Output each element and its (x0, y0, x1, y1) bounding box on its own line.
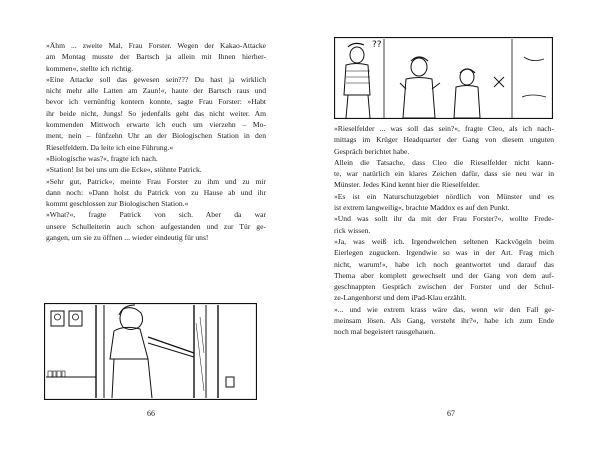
text-line: ment, nein – fünfzehn Uhr an der Biologischen Station in den (46, 131, 266, 141)
text-line: »Sehr gut, Patrick«, meinte Frau Forster zu ihm und zu mir (46, 176, 266, 186)
text-line: »... und wie extrem krass wäre das, wenn wir den Fall ge- (334, 304, 554, 314)
text-line: gangen, um sie zu öffnen ... wieder eindeutig für uns! (46, 233, 209, 243)
text-line: Gespräch berichtet habe. (334, 146, 410, 156)
text-line: »Biologische was?«, fragte ich nach. (46, 153, 158, 163)
text-line: unsere Schulleiterin auch schon aufgestanden und zur Tür ge- (46, 221, 266, 231)
right-page-text (334, 123, 554, 338)
text-line: kommen«, stellte ich richtig. (46, 63, 134, 73)
text-line: geschnappten Gespräch zwischen der Forster und der Schul- (334, 282, 554, 292)
text-line: kommt geschlossen zur Biologischen Station.« (46, 199, 189, 209)
right-illustration-gang (334, 37, 553, 119)
text-line: Rieselfeldern. Da leite ich eine Führung.« (46, 142, 174, 152)
text-line: »What?«, fragte Patrick von sich. Aber da war (46, 210, 266, 220)
text-line: nicht, warum!«, habe ich noch geantwortet und darauf das (334, 259, 554, 269)
text-line: »Eine Attacke soll das gewesen sein??? Du hast ja wirklich (46, 74, 266, 84)
text-line: ist extrem langweilig«, brachte Maddox es auf den Punkt. (334, 203, 510, 213)
text-line: mittags im Krüger Headquarter der Gang von diesem unguten (334, 135, 554, 145)
text-line: noch mal begeistert rausgehauen. (334, 327, 436, 337)
text-line: ze-Langenhorst und dem iPad-Klau erzählt. (334, 293, 467, 303)
text-line: nicht mehr alle Latten am Zaun!«, haute der Bartsch raus und (46, 86, 266, 96)
left-page-text (46, 40, 266, 243)
page-number: 66 (147, 409, 155, 418)
text-line: Thema aber komplett gewechselt und der Gang von dem auf- (334, 270, 554, 280)
text-line: »Station! Ist bei uns um die Ecke«, stöhnte Patrick. (46, 165, 202, 175)
text-line: dann noch: »Dann holst du Patrick von zu Hause ab und ihr (46, 187, 266, 197)
text-line: »Ja, was weiß ich. Irgendwelchen seltenen Kackvögeln beim (334, 236, 554, 246)
text-line: meinsam lösen. Als Gang, versteht ihr?«, habe ich zum Ende (334, 316, 554, 326)
right-page (300, 0, 600, 461)
text-line: »Und was sollt ihr da mit der Frau Forster?«, wollte Frede- (334, 214, 554, 224)
svg-text:??: ?? (372, 40, 382, 50)
text-line: kommenden Mittwoch erwarte ich euch um vierzehn – Mo- (46, 120, 266, 130)
text-line: »Es ist ein Naturschutzgebiet nördlich von Münster und es (334, 191, 554, 201)
text-line: te, war natürlich ein klares Zeichen dafür, dass sie neu war in (334, 169, 554, 179)
page-number: 67 (447, 409, 455, 418)
text-line: »Ähm ... zweite Mal, Frau Forster. Wegen der Kakao-Attacke (46, 41, 266, 50)
text-line: ihr beide nicht, Jungs! So jedenfalls geht das nicht weiter. Am (46, 108, 266, 118)
text-line: Allein die Tatsache, dass Cleo die Rieselfelder nicht kann- (334, 157, 554, 167)
text-line: rick wissen. (334, 225, 371, 235)
text-line: bevor ich vernünftig kontern konnte, sagte Frau Forster: »Habt (46, 97, 266, 107)
left-illustration-doorway (44, 303, 257, 400)
text-line: Eierlegen zugucken. Irgendwie so was in der Art. Frag mich (334, 248, 554, 258)
text-line: Münster. Jedes Kind kennt hier die Rieselfelder. (334, 180, 480, 190)
text-line: am Montag musste der Bartsch ja allein mit Ihnen hierher- (46, 52, 266, 62)
text-line: »Rieselfelder ... was soll das sein?«, fragte Cleo, als ich nach- (334, 124, 554, 133)
